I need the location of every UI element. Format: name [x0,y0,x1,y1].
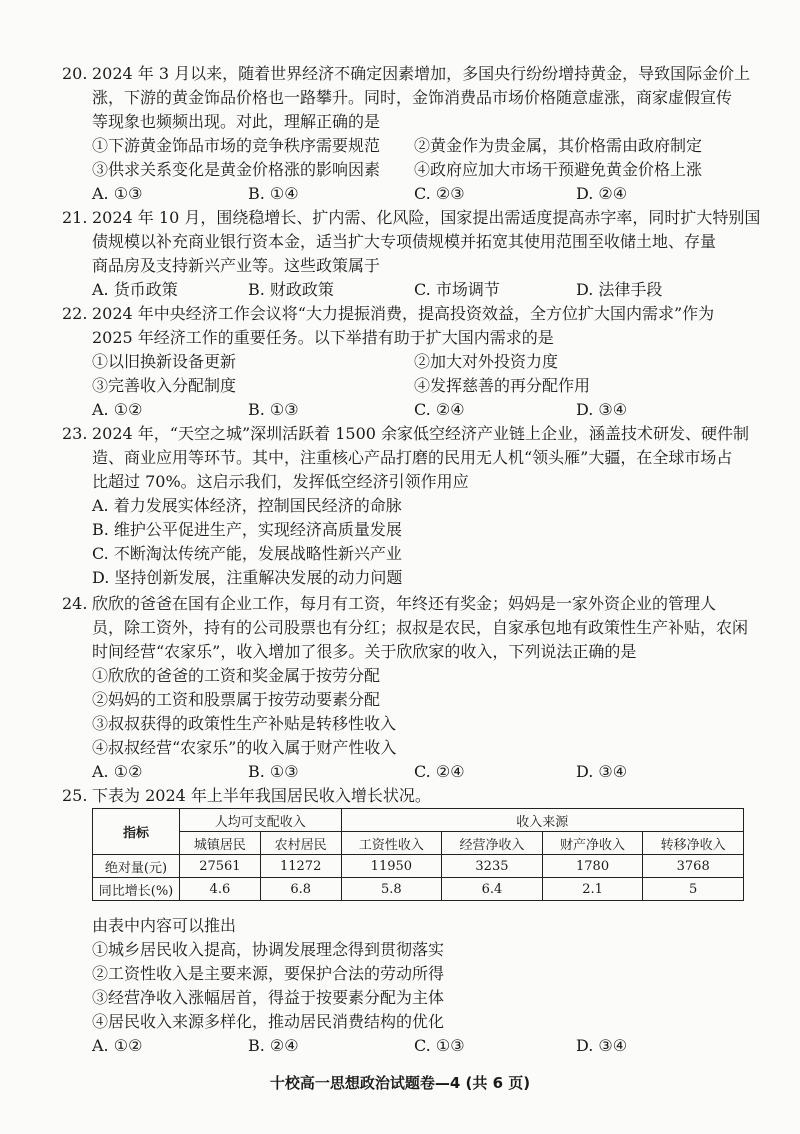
option-b[interactable]: B. ①④ [248,184,299,203]
option-d[interactable]: D. ③④ [576,762,628,781]
table-group-header: 人均可支配收入 [180,809,342,832]
table-cell: 11272 [260,855,341,878]
table-cell: 11950 [341,855,442,878]
option-d[interactable]: D. 法律手段 [576,280,663,299]
question-number: 23. [62,424,88,443]
option-d[interactable]: D. ②④ [576,184,628,203]
table-row-label: 同比增长(%) [93,878,180,901]
statement-3: ③供求关系变化是黄金价格涨的影响因素 [92,160,381,179]
question-text-line: 造、商业应用等环节。其中，注重核心产品打磨的民用无人机“领头雁”大疆，在全球市场占 [92,448,733,467]
question-text-line: 2024 年 10 月，围绕稳增长、扩内需、化风险，国家提出需适度提高赤字率，同时扩大特别国 [92,208,761,227]
option-b[interactable]: B. ①③ [248,762,299,781]
question-text-line: 商品房及支持新兴产业等。这些政策属于 [92,256,381,275]
question-text-line: 2024 年中央经济工作会议将“大力提振消费，提高投资效益，全方位扩大国内需求”作为 [92,304,715,323]
question-text-line: 债规模以补充商业银行资本金，适当扩大专项债规模并拓宽其使用范围至收储土地、存量 [92,232,717,251]
question-25 [62,784,752,808]
question-25-continued [62,914,752,1058]
question-24 [62,592,752,784]
question-number: 25. [62,786,88,805]
option-a[interactable]: A. 货币政策 [92,280,178,299]
table-cell: 1780 [542,855,643,878]
answer-options [62,760,752,784]
table-group-header: 收入来源 [341,809,743,832]
statement-4: ④发挥慈善的再分配作用 [414,376,591,395]
answer-options [62,278,752,302]
answer-options [62,398,752,422]
table-cell: 6.4 [442,878,543,901]
question-number: 20. [62,64,88,83]
statement-2: ②妈妈的工资和股票属于按劳动要素分配 [92,690,381,709]
option-c[interactable]: C. ②③ [414,184,465,203]
question-text-line: 2024 年，“天空之城”深圳活跃着 1500 余家低空经济产业链上企业，涵盖技术研发、硬件制 [92,424,750,443]
question-22 [62,302,752,422]
table-cell: 4.6 [180,878,261,901]
statement-2: ②黄金作为贵金属，其价格需由政府制定 [414,136,703,155]
option-c[interactable]: C. ②④ [414,762,465,781]
answer-options [62,1034,752,1058]
table-column-header: 工资性收入 [341,832,442,855]
question-text-line: 员，除工资外，持有的公司股票也有分红；叔叔是农民，自家承包地有政策性生产补贴，农闲 [92,618,749,637]
table-column-header: 财产净收入 [542,832,643,855]
question-number: 21. [62,208,88,227]
option-d[interactable]: D. ③④ [576,1036,628,1055]
option-a[interactable]: A. ①② [92,762,143,781]
question-text-line: 2024 年 3 月以来，随着世界经济不确定因素增加，多国央行纷纷增持黄金，导致国际金价上 [92,64,751,83]
statement-2: ②工资性收入是主要来源，要保护合法的劳动所得 [92,964,445,983]
statement-4: ④居民收入来源多样化，推动居民消费结构的优化 [92,1012,445,1031]
question-text-line: 欣欣的爸爸在国有企业工作，每月有工资，年终还有奖金；妈妈是一家外资企业的管理人 [92,594,717,613]
question-number: 24. [62,594,88,613]
question-21 [62,206,761,302]
option-d[interactable]: D. ③④ [576,400,628,419]
table-column-header: 城镇居民 [180,832,261,855]
statement-1: ①下游黄金饰品市场的竞争秩序需要规范 [92,136,381,155]
question-text-line: 下表为 2024 年上半年我国居民收入增长状况。 [92,786,431,805]
option-a[interactable]: A. 着力发展实体经济，控制国民经济的命脉 [92,496,402,515]
question-text-line: 比超过 70%。这启示我们，发挥低空经济引领作用应 [92,472,469,491]
table-row [93,855,744,878]
option-b[interactable]: B. 维护公平促进生产，实现经济高质量发展 [92,520,402,539]
table-column-header: 转移净收入 [643,832,744,855]
statement-1: ①欣欣的爸爸的工资和奖金属于按劳分配 [92,666,381,685]
option-c[interactable]: C. ②④ [414,400,465,419]
statement-2: ②加大对外投资力度 [414,352,559,371]
statement-1: ①城乡居民收入提高，协调发展理念得到贯彻落实 [92,940,445,959]
statement-3: ③经营净收入涨幅居首，得益于按要素分配为主体 [92,988,445,1007]
question-lead: 由表中内容可以推出 [92,916,237,935]
statement-4: ④叔叔经营“农家乐”的收入属于财产性收入 [92,738,397,757]
table-column-header: 农村居民 [260,832,341,855]
table-cell: 5 [643,878,744,901]
statement-4: ④政府应加大市场干预避免黄金价格上涨 [414,160,703,179]
option-b[interactable]: B. ②④ [248,1036,299,1055]
option-b[interactable]: B. ①③ [248,400,299,419]
table-cell: 6.8 [260,878,341,901]
table-cell: 27561 [180,855,261,878]
table-cell: 3768 [643,855,744,878]
option-c[interactable]: C. 不断淘汰传统产能，发展战略性新兴产业 [92,544,402,563]
option-b[interactable]: B. 财政政策 [248,280,334,299]
table-row-label: 绝对量(元) [93,855,180,878]
statement-3: ③完善收入分配制度 [92,376,237,395]
option-a[interactable]: A. ①② [92,400,143,419]
table-corner-header: 指标 [93,809,180,855]
table-cell: 3235 [442,855,543,878]
statement-3: ③叔叔获得的政策性生产补贴是转移性收入 [92,714,397,733]
question-23 [62,422,752,590]
question-number: 22. [62,304,88,323]
statement-1: ①以旧换新设备更新 [92,352,237,371]
table-cell: 5.8 [341,878,442,901]
question-20 [62,62,752,206]
page-footer: 十校高一思想政治试题卷—4 (共 6 页) [269,1074,531,1092]
table-column-header: 经营净收入 [442,832,543,855]
option-a[interactable]: A. ①③ [92,184,143,203]
table-row [93,878,744,901]
option-a[interactable]: A. ①② [92,1036,143,1055]
option-c[interactable]: C. ①③ [414,1036,465,1055]
answer-options [62,182,752,206]
question-text-line: 等现象也频频出现。对此，理解正确的是 [92,112,381,131]
table-cell: 2.1 [542,878,643,901]
income-table [92,808,744,901]
question-text-line: 2025 年经济工作的重要任务。以下举措有助于扩大国内需求的是 [92,328,554,347]
option-d[interactable]: D. 坚持创新发展，注重解决发展的动力问题 [92,568,403,587]
option-c[interactable]: C. 市场调节 [414,280,500,299]
question-text-line: 时间经营“农家乐”，收入增加了很多。关于欣欣家的收入，下列说法正确的是 [92,642,637,661]
question-text-line: 涨，下游的黄金饰品价格也一路攀升。同时，金饰消费品市场价格随意虚涨，商家虚假宣传 [92,88,733,107]
